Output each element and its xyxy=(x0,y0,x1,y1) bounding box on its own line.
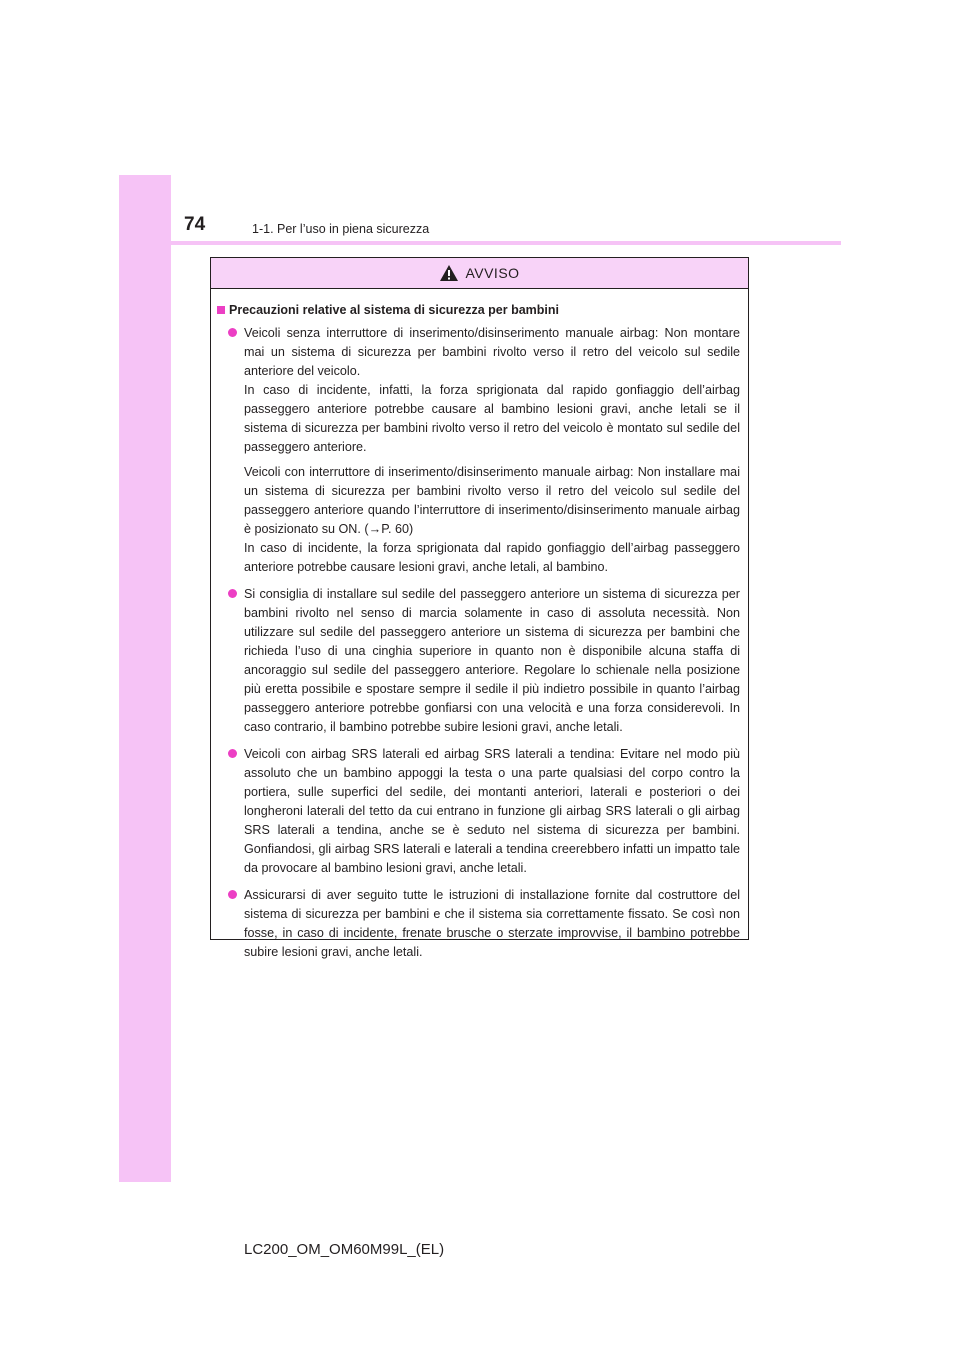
bullet-item xyxy=(217,745,740,878)
bullet-paragraph: Assicurarsi di aver seguito tutte le istruzioni di installazione fornite dal costruttore del sistema di sicurezza per bambini e che il sistema sia correttamente fissato. Se così non fosse, in caso di incidente, frenate brusche o sterzate improvvise, il bambino potrebbe subire lesioni gravi, anche letali. xyxy=(244,888,740,959)
warning-title: AVVISO xyxy=(465,265,520,281)
bullet-paragraph: Si consiglia di installare sul sedile del passeggero anteriore un sistema di sicurezza per bambini rivolto nel senso di marcia solamente in caso di assoluta necessità. Non utilizzare sul sedile del passeggero anteriore un sistema di sicurezza per bambini che richieda l’uso di una cinghia superiore in quanto non è disponibile alcuna staffa di ancoraggio sul sedile del passeggero anteriore. Regolare lo schienale nella posizione più eretta possibile e spostare sempre il sedile il più indietro possibile in quanto l’airbag passeggero anteriore potrebbe gonfiarsi con una velocità e una forza considerevoli. In caso contrario, il bambino potrebbe subire lesioni gravi, anche letali. xyxy=(244,587,740,734)
round-bullet-icon xyxy=(228,589,237,598)
bullet-item xyxy=(217,324,740,577)
warning-body xyxy=(211,289,748,962)
bullet-item xyxy=(217,886,740,962)
warning-header xyxy=(211,258,748,289)
square-bullet-icon xyxy=(217,306,225,314)
bullet-paragraph: Veicoli senza interruttore di inserimento/disinserimento manuale airbag: Non montare mai un sistema di sicurezza per bambini rivolto verso il retro del veicolo sul sedile anteriore del veicolo. In caso di incidente, infatti, la forza sprigionata dal rapido gonfiaggio dell’airbag passeggero anteriore potrebbe causare al bambino lesioni gravi, anche letali se il sistema di sicurezza per bambini rivolto verso il retro del veicolo è montato sul sedile del passeggero anteriore. xyxy=(244,326,740,454)
warning-box xyxy=(210,257,749,959)
warning-items xyxy=(217,324,740,962)
footer-code: LC200_OM_OM60M99L_(EL) xyxy=(244,1241,445,1258)
bullet-paragraph: Veicoli con interruttore di inserimento/disinserimento manuale airbag: Non installare mai un sistema di sicurezza per bambini rivolto verso il retro del veicolo sul sedile del passeggero anteriore quando l’interruttore di inserimento/disinserimento manuale airbag è posizionato su ON. (→P. 60) In caso di incidente, la forza sprigionata dal rapido gonfiaggio dell’airbag passeggero anteriore potrebbe causare lesioni gravi, anche letali, al bambino. xyxy=(244,465,740,574)
round-bullet-icon xyxy=(228,328,237,337)
section-title: 1-1. Per l’uso in piena sicurezza xyxy=(252,222,430,236)
warning-heading-text: Precauzioni relative al sistema di sicurezza per bambini xyxy=(229,303,559,317)
bullet-paragraph: Veicoli con airbag SRS laterali ed airbag SRS laterali a tendina: Evitare nel modo più assoluto che un bambino appoggi la testa o una parte qualsiasi del corpo contro la portiera, sulle superfici del sedile, dei montanti anteriori, laterali e posteriori o dei longheroni laterali del tetto da cui entrano in funzione gli airbag SRS laterali o gli airbag SRS laterali a tendina, anche se è seduto nel sistema di sicurezza per bambini. Gonfiandosi, gli airbag SRS laterali e laterali a tendina creerebbero infatti un impatto tale da provocare al bambino lesioni gravi, anche letali. xyxy=(244,747,740,875)
side-band xyxy=(119,175,171,1182)
warning-triangle-icon xyxy=(439,264,459,282)
page-number: 74 xyxy=(184,214,206,235)
round-bullet-icon xyxy=(228,890,237,899)
warning-heading xyxy=(217,302,740,318)
header-rule xyxy=(119,241,841,245)
bullet-item xyxy=(217,585,740,737)
round-bullet-icon xyxy=(228,749,237,758)
